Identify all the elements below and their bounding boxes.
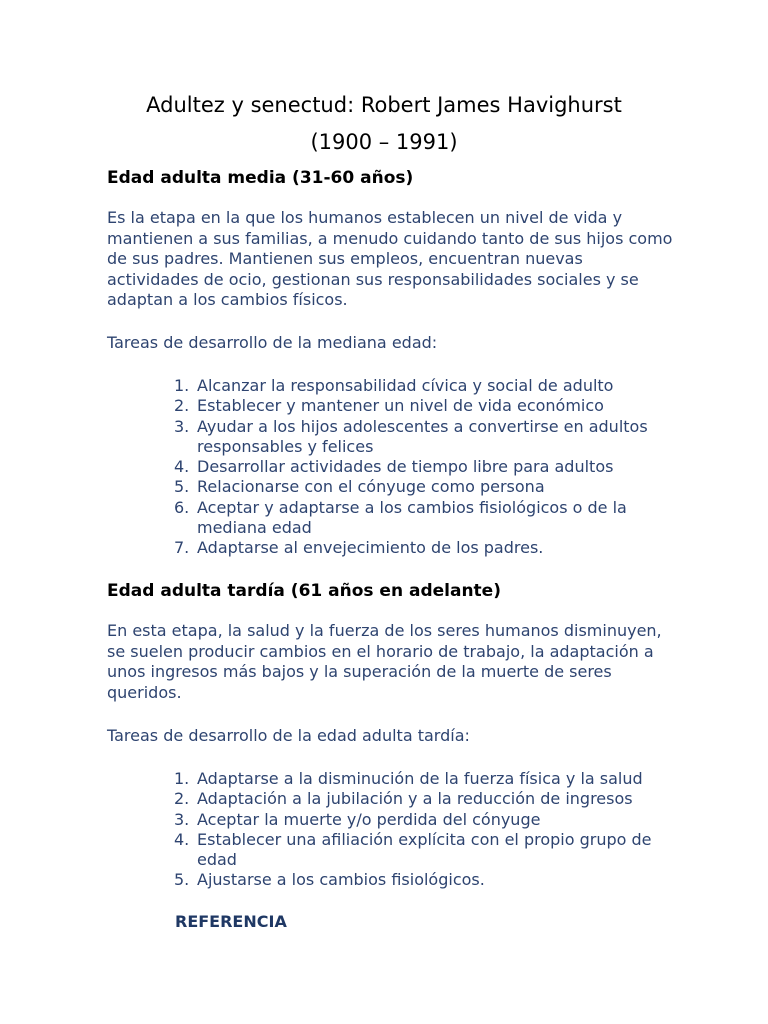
- list-item: [0, 376, 677, 396]
- list-item-number: 6.: [174, 497, 190, 517]
- list-item: [0, 789, 677, 809]
- list-item-text: Aceptar y adaptarse a los cambios fisiológicos o de la mediana edad: [197, 497, 627, 538]
- list-item: [0, 769, 677, 789]
- list-item-number: 4.: [174, 829, 190, 849]
- section-paragraph-late-adulthood: En esta etapa, la salud y la fuerza de los seres humanos disminuyen, se suelen producir cambios en el horario de trabajo, la adaptación a unos ingresos más bajos y la superación de la muerte de seres queridos.: [107, 621, 662, 702]
- list-item: [0, 830, 677, 871]
- document-title-dates: (1900 – 1991): [310, 130, 458, 154]
- section-heading-late-adulthood: Edad adulta tardía (61 años en adelante): [107, 581, 501, 601]
- list-item-number: 1.: [174, 376, 190, 395]
- list-item-text: Ajustarse a los cambios fisiológicos.: [197, 870, 485, 890]
- list-item-number: 7.: [174, 538, 190, 558]
- list-item-text: Relacionarse con el cónyuge como persona: [197, 477, 545, 497]
- list-item-text: Establecer y mantener un nivel de vida económico: [197, 396, 604, 416]
- list-item-text: Alcanzar la responsabilidad cívica y social de adulto: [197, 376, 614, 395]
- list-item-number: 3.: [174, 416, 190, 436]
- list-item-text: Aceptar la muerte y/o perdida del cónyuge: [197, 809, 541, 829]
- document-title: Adultez y senectud: Robert James Havighurst: [146, 93, 622, 117]
- list-item: [0, 498, 677, 539]
- tasks-intro-late-adulthood: Tareas de desarrollo de la edad adulta tardía:: [107, 726, 470, 745]
- list-item-text: Adaptación a la jubilación y a la reducción de ingresos: [197, 789, 633, 809]
- list-item-number: 1.: [174, 769, 190, 788]
- list-item-number: 5.: [174, 870, 190, 890]
- list-item: [0, 396, 677, 416]
- list-item: [0, 870, 677, 890]
- reference-label: REFERENCIA: [175, 912, 287, 931]
- list-item: [0, 477, 677, 497]
- tasks-list-late-adulthood: [0, 769, 768, 891]
- list-item-number: 2.: [174, 396, 190, 416]
- list-item: [0, 457, 677, 477]
- list-item-number: 5.: [174, 477, 190, 497]
- list-item: [0, 810, 677, 830]
- tasks-list-middle-adulthood: [0, 376, 768, 559]
- list-item-text: Desarrollar actividades de tiempo libre para adultos: [197, 457, 614, 477]
- list-item-text: Establecer una afiliación explícita con el propio grupo de edad: [197, 829, 652, 870]
- list-item-number: 4.: [174, 457, 190, 477]
- list-item-text: Adaptarse a la disminución de la fuerza física y la salud: [197, 769, 643, 788]
- list-item: [0, 417, 677, 458]
- list-item-number: 2.: [174, 789, 190, 809]
- section-heading-middle-adulthood: Edad adulta media (31-60 años): [107, 168, 414, 188]
- list-item-number: 3.: [174, 809, 190, 829]
- list-item: [0, 538, 677, 558]
- list-item-text: Adaptarse al envejecimiento de los padres.: [197, 538, 544, 558]
- section-paragraph-middle-adulthood: Es la etapa en la que los humanos establecen un nivel de vida y mantienen a sus familias, a menudo cuidando tanto de sus hijos como de sus padres. Mantienen sus empleos, encuentran nuevas actividades de ocio, gestionan sus responsabilidades sociales y se adaptan a los cambios físicos.: [107, 208, 673, 309]
- list-item-text: Ayudar a los hijos adolescentes a convertirse en adultos responsables y felices: [197, 416, 648, 456]
- tasks-intro-middle-adulthood: Tareas de desarrollo de la mediana edad:: [107, 333, 438, 352]
